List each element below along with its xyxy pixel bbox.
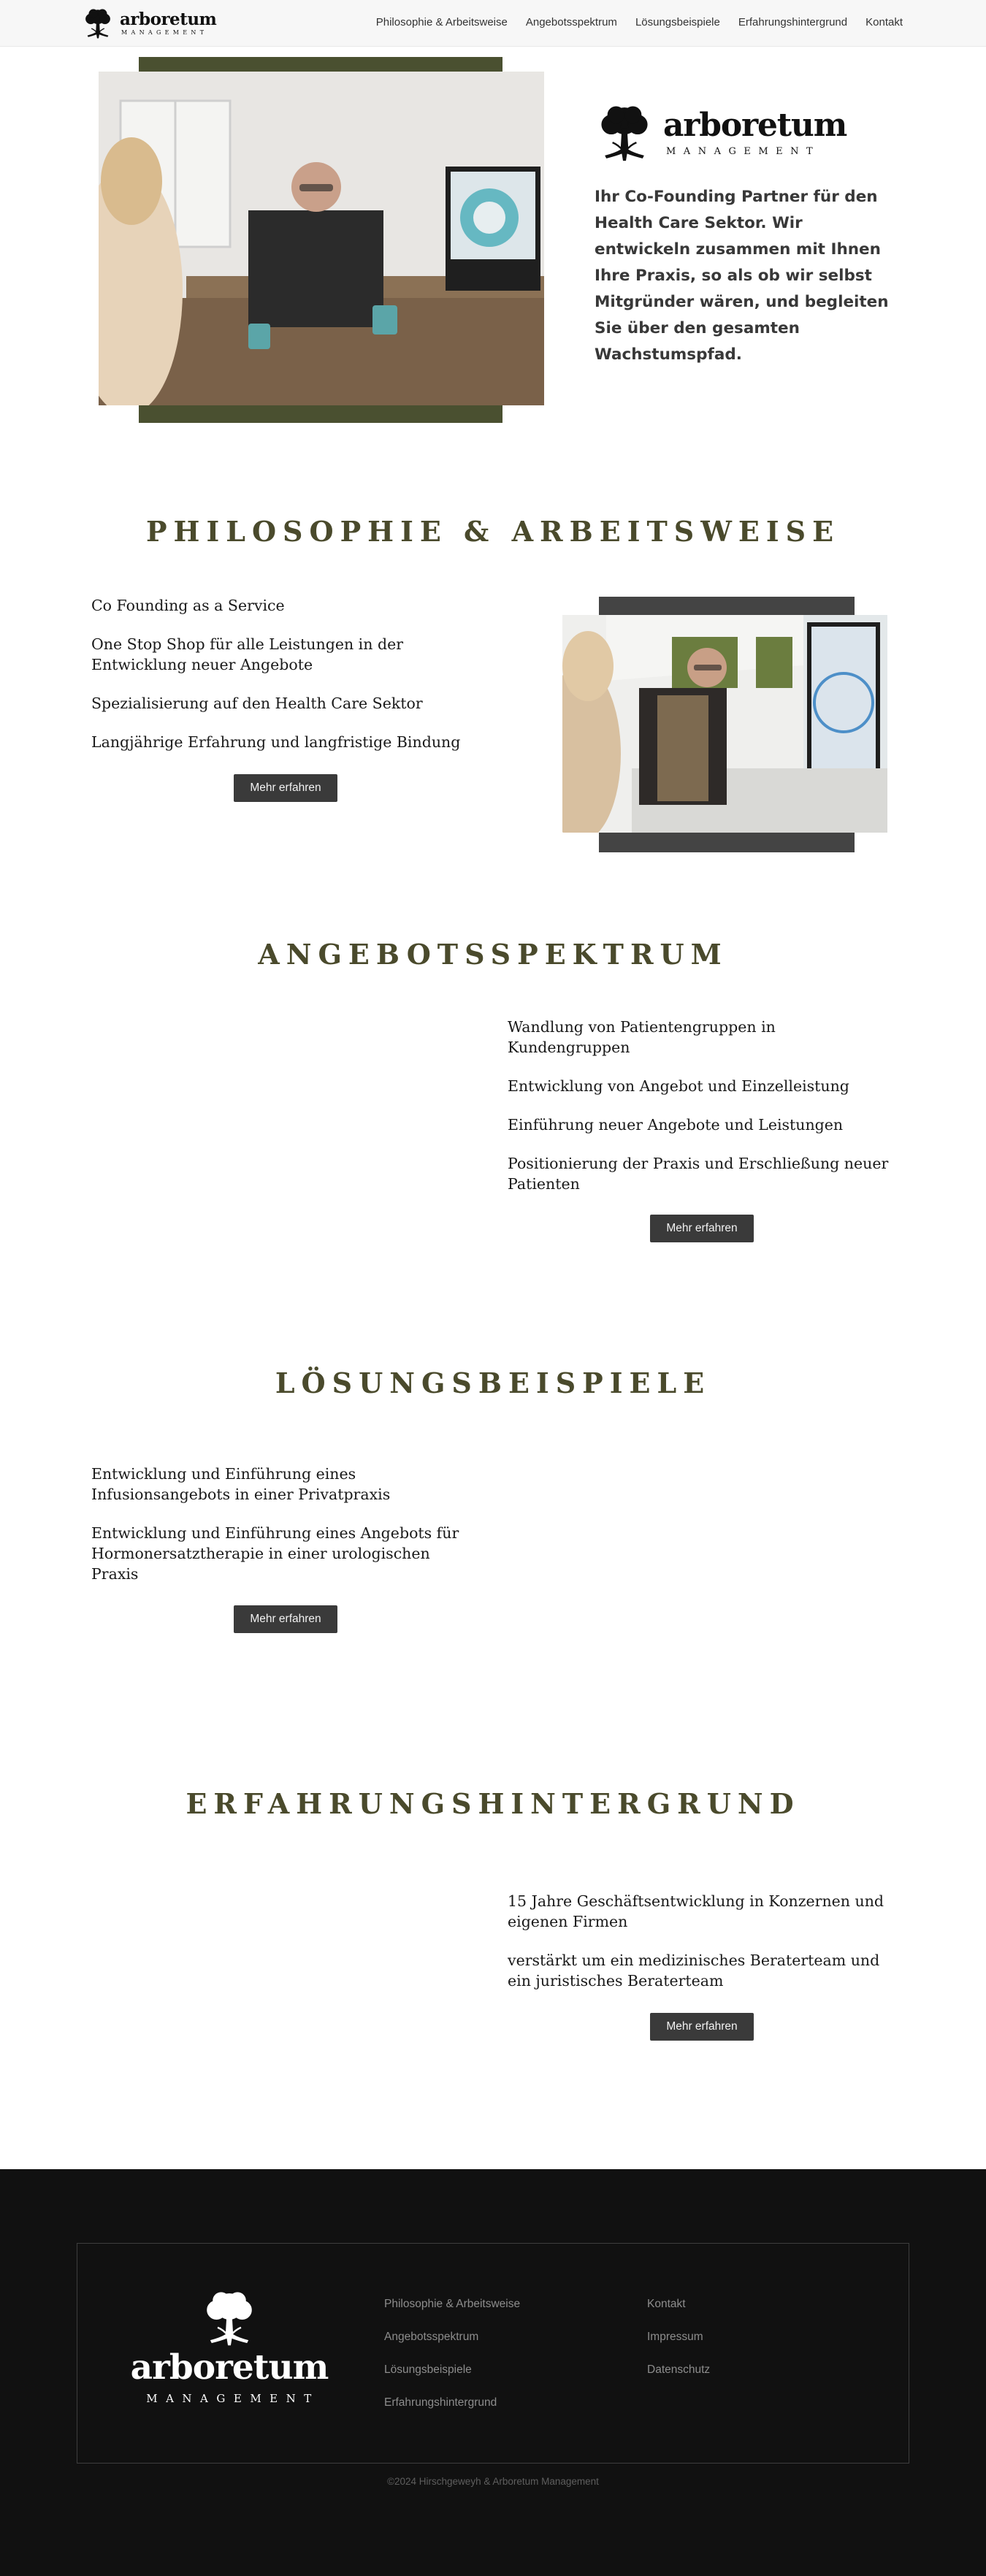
list-item: Entwicklung und Einführung eines Infusionsangebots in einer Privatpraxis xyxy=(91,1465,391,1503)
section-title-erfahrung: ERFAHRUNGSHINTERGRUND xyxy=(186,1787,800,1820)
footer-logo-subtitle: MANAGEMENT xyxy=(146,2392,320,2405)
angebot-list xyxy=(508,1017,902,1194)
list-item: verstärkt um ein medizinisches Beraterteam und ein juristisches Beraterteam xyxy=(508,1952,880,1990)
list-item: 15 Jahre Geschäftsentwicklung in Konzernen und eigenen Firmen xyxy=(508,1892,884,1930)
list-item: Spezialisierung auf den Health Care Sektor xyxy=(91,695,423,712)
tree-logo-icon xyxy=(199,2289,259,2347)
section-title-philosophie: PHILOSOPHIE & ARBEITSWEISE xyxy=(145,515,841,548)
footer-link-philosophie[interactable]: Philosophie & Arbeitsweise xyxy=(384,2298,521,2310)
footer-link-datenschutz[interactable]: Datenschutz xyxy=(647,2363,711,2376)
erfahrung-list xyxy=(508,1891,902,1991)
footer-logo[interactable] xyxy=(130,2289,329,2405)
footer-nav-sections xyxy=(384,2297,520,2409)
footer-nav-legal xyxy=(647,2297,710,2377)
nav-loesungsbeispiele[interactable]: Lösungsbeispiele xyxy=(635,16,720,28)
main-nav xyxy=(376,16,903,28)
loesungen-list xyxy=(91,1464,471,1584)
philosophie-list xyxy=(91,595,471,752)
list-item: Entwicklung und Einführung eines Angebots für Hormonersatztherapie in einer urologischen Praxis xyxy=(91,1524,459,1583)
nav-kontakt[interactable]: Kontakt xyxy=(865,16,903,28)
footer-link-erfahrungshintergrund[interactable]: Erfahrungshintergrund xyxy=(384,2396,497,2409)
erfahrung-more-button[interactable]: Mehr erfahren xyxy=(650,2013,754,2041)
logo-subtitle: MANAGEMENT xyxy=(121,29,208,36)
nav-erfahrungshintergrund[interactable]: Erfahrungshintergrund xyxy=(738,16,848,28)
section-title-angebot: ANGEBOTSSPEKTRUM xyxy=(258,938,728,971)
nav-angebotsspektrum[interactable]: Angebotsspektrum xyxy=(525,16,617,28)
site-footer xyxy=(0,2169,986,2576)
header-logo[interactable] xyxy=(82,6,216,41)
list-item: Entwicklung von Angebot und Einzelleistung xyxy=(508,1077,849,1095)
tree-logo-icon xyxy=(82,7,114,39)
list-item: Langjährige Erfahrung und langfristige Bindung xyxy=(91,733,461,751)
footer-link-angebotsspektrum[interactable]: Angebotsspektrum xyxy=(384,2331,479,2343)
hero-tagline: Ihr Co-Founding Partner für den Health Care Sektor. Wir entwickeln zusammen mit Ihnen Ihre Praxis, so als ob wir selbst Mitgründer wären, und begleiten Sie über den gesamten Wachstumspfad. xyxy=(595,188,889,364)
section-title-loesungen: LÖSUNGSBEISPIELE xyxy=(275,1367,711,1399)
tree-logo-icon xyxy=(595,102,654,164)
footer-link-loesungsbeispiele[interactable]: Lösungsbeispiele xyxy=(384,2363,472,2376)
angebot-more-button[interactable]: Mehr erfahren xyxy=(650,1215,754,1242)
hero-photo xyxy=(99,72,544,405)
footer-logo-name: arboretum xyxy=(130,2347,329,2388)
hero-logo-name: arboretum xyxy=(663,107,847,144)
hero-logo xyxy=(595,102,846,164)
list-item: Co Founding as a Service xyxy=(91,597,285,614)
nav-philosophie[interactable]: Philosophie & Arbeitsweise xyxy=(375,16,508,28)
philosophie-photo xyxy=(562,615,887,833)
footer-box xyxy=(77,2243,909,2464)
loesungen-more-button[interactable]: Mehr erfahren xyxy=(234,1605,337,1633)
philosophie-more-button[interactable]: Mehr erfahren xyxy=(234,774,337,802)
copyright-text: ©2024 Hirschgeweyh & Arboretum Management xyxy=(387,2476,599,2487)
list-item: Einführung neuer Angebote und Leistungen xyxy=(508,1116,844,1134)
list-item: Positionierung der Praxis und Erschließung neuer Patienten xyxy=(508,1155,889,1193)
list-item: Wandlung von Patientengruppen in Kundengruppen xyxy=(508,1018,776,1056)
footer-link-impressum[interactable]: Impressum xyxy=(647,2331,703,2343)
logo-name: arboretum xyxy=(120,9,217,29)
footer-link-kontakt[interactable]: Kontakt xyxy=(647,2298,686,2310)
hero-logo-subtitle: MANAGEMENT xyxy=(666,146,821,157)
list-item: One Stop Shop für alle Leistungen in der Entwicklung neuer Angebote xyxy=(91,635,404,673)
site-header xyxy=(0,0,986,47)
